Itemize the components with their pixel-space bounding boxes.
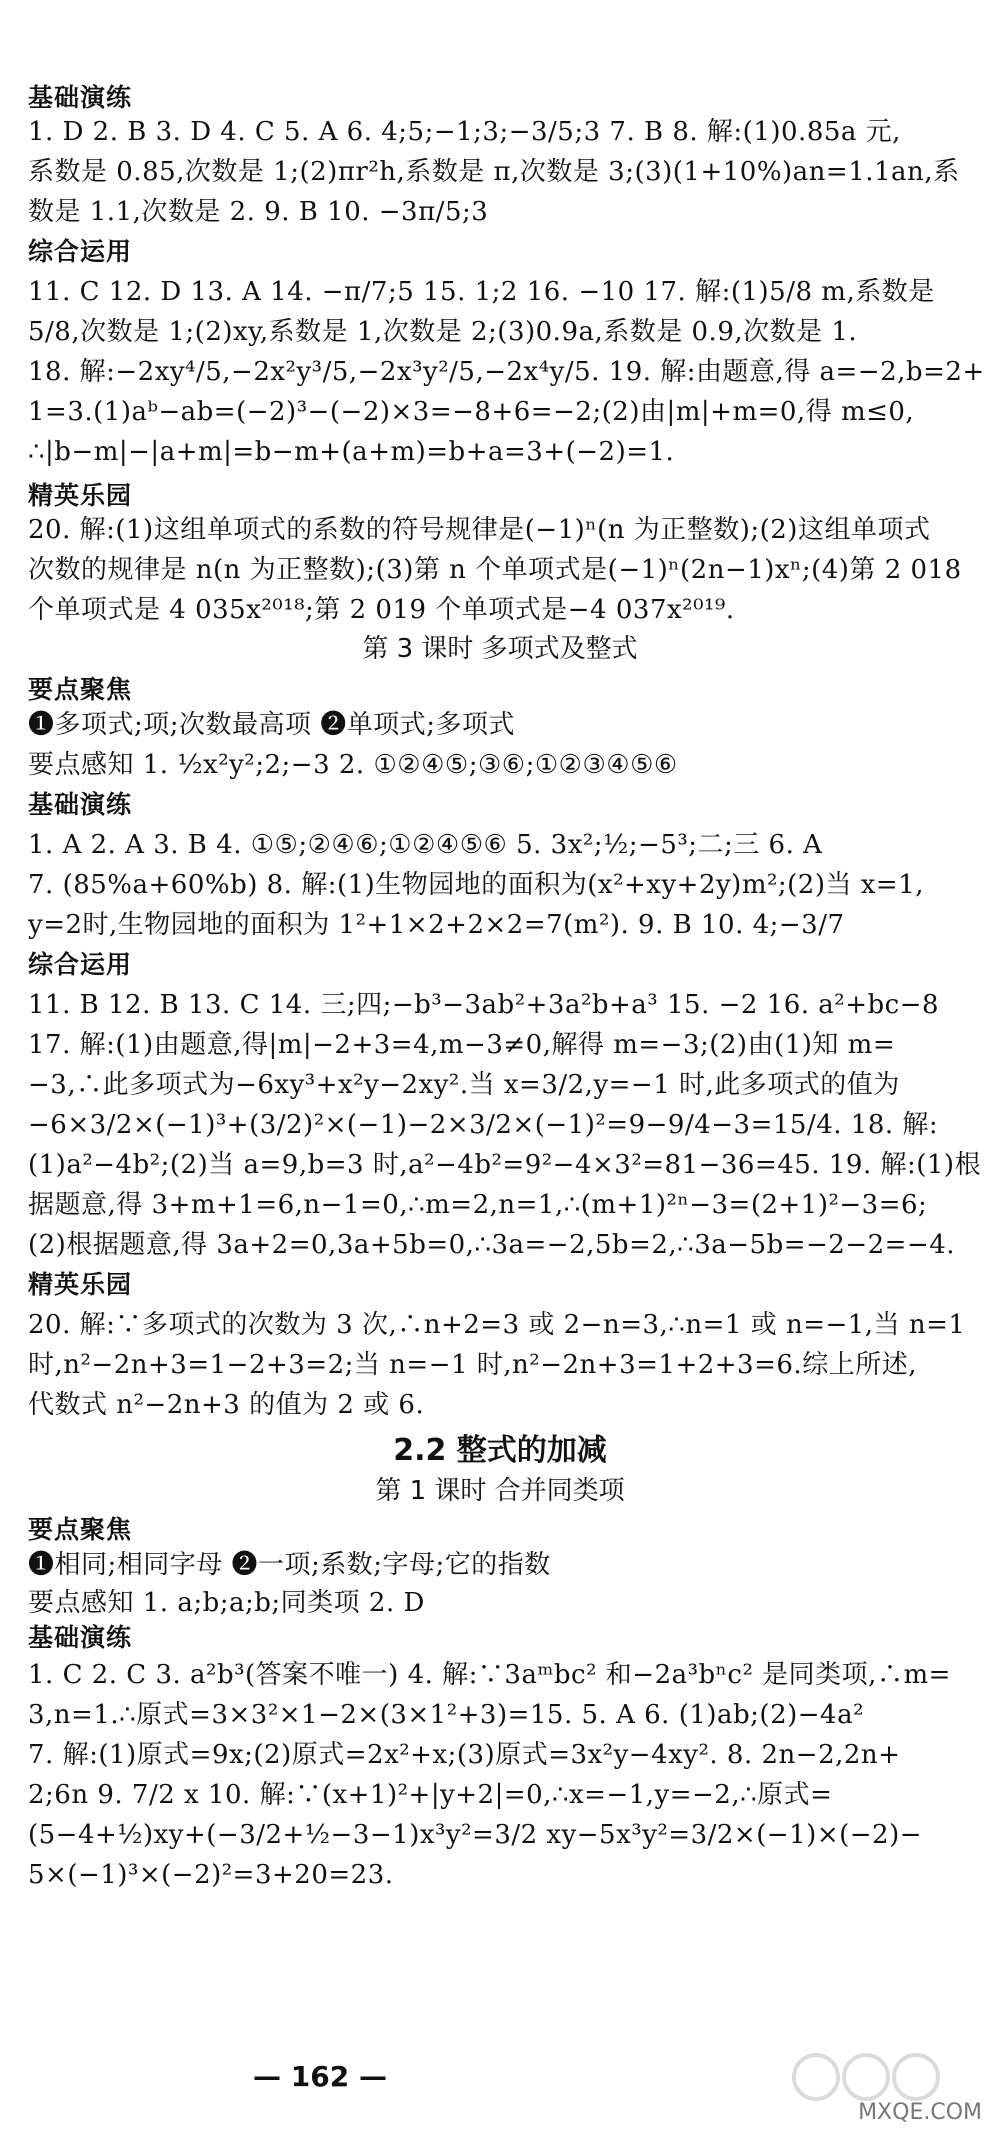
answer-line: 个单项式是 4 035x²⁰¹⁸;第 2 019 个单项式是−4 037x²⁰¹⁹. [28,595,735,625]
section-heading: 综合运用 [28,950,133,979]
answer-line: 5/8,次数是 1;(2)xy,系数是 1,次数是 2;(3)0.9a,系数是 0.9,次数是 1. [28,317,858,347]
answer-line: (5−4+½)xy+(−3/2+½−3−1)x³y²=3/2 xy−5x³y²=3/2×(−1)×(−2)− [28,1820,923,1850]
section-heading: 基础演练 [28,83,133,112]
section-heading: 要点聚焦 [28,1515,133,1544]
answer-line: ∴|b−m|−|a+m|=b−m+(a+m)=b+a=3+(−2)=1. [28,437,675,467]
answer-line: 系数是 0.85,次数是 1;(2)πr²h,系数是 π,次数是 3;(3)(1+10%)an=1.1an,系 [28,157,960,187]
answer-line: 1. C 2. C 3. a²b³(答案不唯一) 4. 解:∵3aᵐbc² 和−2a³bⁿc² 是同类项,∴m= [28,1660,951,1690]
answer-line: 1. D 2. B 3. D 4. C 5. A 6. 4;5;−1;3;−3/5;3 7. B 8. 解:(1)0.85a 元, [28,117,901,147]
answer-line: 18. 解:−2xy⁴/5,−2x²y³/5,−2x³y²/5,−2x⁴y/5. 19. 解:由题意,得 a=−2,b=2+ [28,357,985,387]
answer-line: 20. 解:∵多项式的次数为 3 次,∴n+2=3 或 2−n=3,∴n=1 或 n=−1,当 n=1 [28,1310,966,1340]
answer-line: 要点感知 1. a;b;a;b;同类项 2. D [28,1588,425,1618]
answer-line: 3,n=1.∴原式=3×3²×1−2×(3×1²+3)=15. 5. A 6. (1)ab;(2)−4a² [28,1700,865,1730]
section-heading: 精英乐园 [28,1270,133,1299]
lesson-title: 第 3 课时 多项式及整式 [362,634,638,664]
section-heading: 精英乐园 [28,481,133,510]
answer-line: −6×3/2×(−1)³+(3/2)²×(−1)−2×3/2×(−1)²=9−9/4−3=15/4. 18. 解: [28,1110,939,1140]
answer-line: (2)根据题意,得 3a+2=0,3a+5b=0,∴3a=−2,5b=2,∴3a−5b=−2−2=−4. [28,1230,956,1260]
answer-line: (1)a²−4b²;(2)当 a=9,b=3 时,a²−4b²=9²−4×3²=81−36=45. 19. 解:(1)根 [28,1150,982,1180]
chapter-title: 2.2 整式的加减 [393,1433,607,1468]
answer-line: y=2时,生物园地的面积为 1²+1×2+2×2=7(m²). 9. B 10. 4;−3/7 [28,910,845,940]
answer-line: 2;6n 9. 7/2 x 10. 解:∵(x+1)²+|y+2|=0,∴x=−1,y=−2,∴原式= [28,1780,833,1810]
answer-line: 5×(−1)³×(−2)²=3+20=23. [28,1860,394,1890]
section-heading: 要点聚焦 [28,675,133,704]
section-heading: 基础演练 [28,1623,133,1652]
answer-line: 7. (85%a+60%b) 8. 解:(1)生物园地的面积为(x²+xy+2y)m²;(2)当 x=1, [28,870,925,900]
page-number: — 162 — [253,2060,387,2093]
answer-line: 时,n²−2n+3=1−2+3=2;当 n=−1 时,n²−2n+3=1+2+3=6.综上所述, [28,1350,917,1380]
answer-line: 次数的规律是 n(n 为正整数);(3)第 n 个单项式是(−1)ⁿ(2n−1)xⁿ;(4)第 2 018 [28,555,962,585]
answer-line: ❶多项式;项;次数最高项 ❷单项式;多项式 [28,710,516,740]
answer-line: 17. 解:(1)由题意,得|m|−2+3=4,m−3≠0,解得 m=−3;(2)由(1)知 m= [28,1030,896,1060]
answer-line: 要点感知 1. ½x²y²;2;−3 2. ①②④⑤;③⑥;①②③④⑤⑥ [28,750,678,780]
section-heading: 基础演练 [28,790,133,819]
lesson-title: 第 1 课时 合并同类项 [375,1476,625,1506]
answer-line: ❶相同;相同字母 ❷一项;系数;字母;它的指数 [28,1550,551,1580]
answer-line: 1. A 2. A 3. B 4. ①⑤;②④⑥;①②④⑤⑥ 5. 3x²;½;−5³;二;三 6. A [28,830,823,860]
answer-line: −3,∴此多项式为−6xy³+x²y−2xy².当 x=3/2,y=−1 时,此多项式的值为 [28,1070,900,1100]
section-heading: 综合运用 [28,237,133,266]
answer-line: 代数式 n²−2n+3 的值为 2 或 6. [28,1390,425,1420]
answer-line: 据题意,得 3+m+1=6,n−1=0,∴m=2,n=1,∴(m+1)²ⁿ−3=(2+1)²−3=6; [28,1190,928,1220]
answer-line: 11. B 12. B 13. C 14. 三;四;−b³−3ab²+3a²b+a³ 15. −2 16. a²+bc−8 [28,990,940,1020]
watermark-text: MXQE.COM [858,2100,982,2125]
answer-line: 20. 解:(1)这组单项式的系数的符号规律是(−1)ⁿ(n 为正整数);(2)这组单项式 [28,515,931,545]
answer-line: 11. C 12. D 13. A 14. −π/7;5 15. 1;2 16. −10 17. 解:(1)5/8 m,系数是 [28,277,935,307]
answer-line: 7. 解:(1)原式=9x;(2)原式=2x²+x;(3)原式=3x²y−4xy². 8. 2n−2,2n+ [28,1740,901,1770]
answer-line: 数是 1.1,次数是 2. 9. B 10. −3π/5;3 [28,197,489,227]
answer-line: 1=3.(1)aᵇ−ab=(−2)³−(−2)×3=−8+6=−2;(2)由|m|+m=0,得 m≤0, [28,397,915,427]
